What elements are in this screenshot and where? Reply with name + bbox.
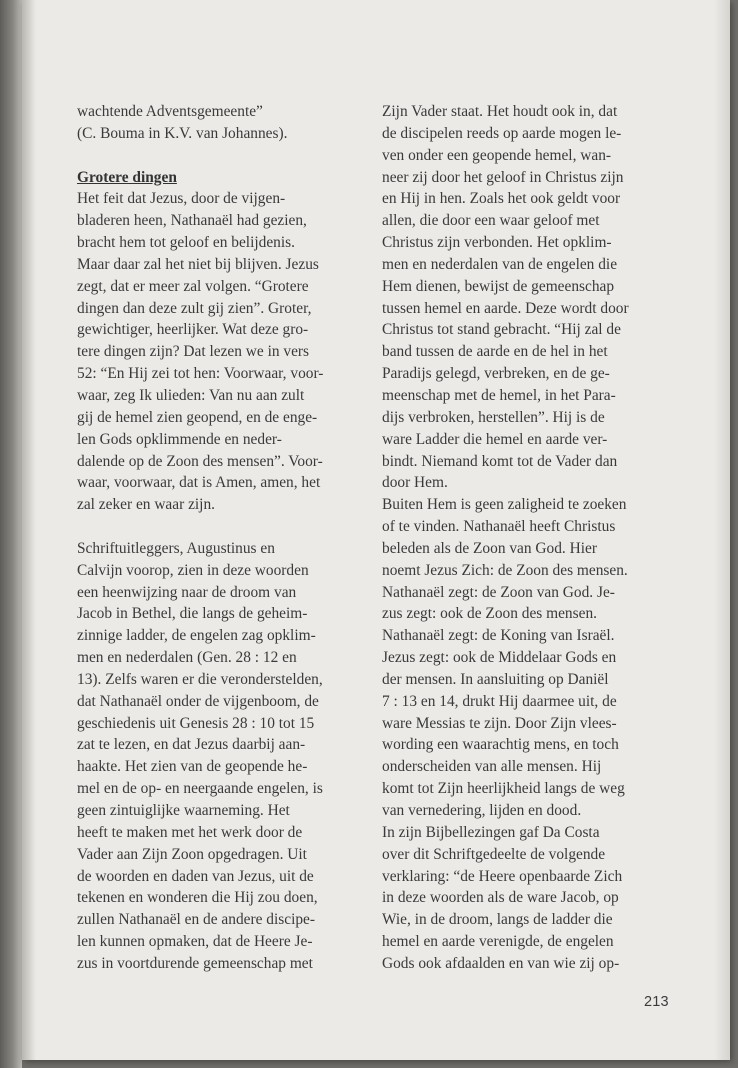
text-line: Het feit dat Jezus, door de vijgen-: [77, 190, 286, 208]
text-line: ware Messias te zijn. Door Zijn vlees-: [382, 714, 617, 732]
text-line: bracht hem tot geloof en belijdenis.: [77, 234, 295, 252]
text-line: allen, die door een waar geloof met: [382, 212, 600, 230]
text-line: Paradijs gelegd, verbreken, en de ge-: [382, 365, 610, 383]
text-line: en Hij in hen. Zoals het ook geldt voor: [382, 190, 621, 208]
text-line: zegt, dat er meer zal volgen. “Grotere: [77, 277, 309, 295]
text-line: ven onder een geopende hemel, wan-: [382, 146, 612, 164]
text-line: wording een waarachtig mens, en toch: [382, 736, 619, 754]
text-line: noemt Jezus Zich: de Zoon des mensen.: [382, 561, 628, 579]
text-line: Jacob in Bethel, die langs de geheim-: [77, 605, 308, 623]
text-line: Vader aan Zijn Zoon opgedragen. Uit: [77, 845, 307, 863]
text-line: band tussen de aarde en de hel in het: [382, 343, 608, 361]
text-line: tussen hemel en aarde. Deze wordt door: [382, 299, 629, 317]
text-line: onderscheiden van alle mensen. Hij: [382, 758, 602, 776]
text-line: zullen Nathanaël en de andere discipe-: [77, 911, 316, 929]
text-line: der mensen. In aansluiting op Daniël: [382, 670, 609, 688]
book-page: [22, 0, 730, 1060]
text-line: In zijn Bijbellezingen gaf Da Costa: [382, 823, 600, 841]
text-line: de discipelen reeds op aarde mogen le-: [382, 124, 622, 142]
text-line: 7 : 13 en 14, drukt Hij daarmee uit, de: [382, 692, 617, 710]
text-line: Christus zijn verbonden. Het opklim-: [382, 234, 612, 252]
text-line: wachtende Adventsgemeente”: [77, 103, 263, 120]
text-line: verklaring: “de Heere openbaarde Zich: [382, 867, 623, 885]
text-line: Zijn Vader staat. Het houdt ook in, dat: [382, 103, 618, 120]
text-line: een heenwijzing naar de droom van: [77, 583, 297, 601]
text-line: zinnige ladder, de engelen zag opklim-: [77, 627, 316, 645]
text-line: bladeren heen, Nathanaël had gezien,: [77, 212, 307, 230]
text-line: 52: “En Hij zei tot hen: Voorwaar, voor-: [77, 365, 324, 383]
section-heading: Grotere dingen: [77, 168, 177, 186]
book-gutter: [0, 0, 22, 1068]
text-line: door Hem.: [382, 474, 448, 492]
paragraph: [77, 538, 377, 975]
text-line: beleden als de Zoon van God. Hier: [382, 539, 597, 557]
text-line: zus in voortdurende gemeenschap met: [77, 954, 313, 972]
text-line: Maar daar zal het niet bij blijven. Jezus: [77, 255, 319, 273]
text-line: 13). Zelfs waren er die veronderstelden,: [77, 670, 323, 688]
right-column: [382, 101, 682, 975]
text-line: haakte. Het zien van de geopende he-: [77, 758, 308, 776]
text-line: de woorden en daden van Jezus, uit de: [77, 867, 314, 885]
text-line: bindt. Niemand komt tot de Vader dan: [382, 452, 618, 470]
text-line: mel en de op- en neergaande engelen, is: [77, 780, 323, 798]
text-line: men en nederdalen (Gen. 28 : 12 en: [77, 649, 297, 667]
paragraph: [77, 188, 377, 516]
left-column: [77, 101, 377, 975]
paragraph-gap: [77, 145, 377, 167]
text-line: over dit Schriftgedeelte de volgende: [382, 845, 606, 863]
text-line: heeft te maken met het werk door de: [77, 823, 303, 841]
text-line: Christus tot stand gebracht. “Hij zal de: [382, 321, 621, 339]
text-line: meenschap met de hemel, in het Para-: [382, 386, 616, 404]
text-line: dingen dan deze zult gij zien”. Groter,: [77, 299, 312, 317]
text-line: Nathanaël zegt: de Koning van Israël.: [382, 627, 615, 645]
text-line: gij de hemel zien geopend, en de enge-: [77, 408, 318, 426]
text-line: Buiten Hem is geen zaligheid te zoeken: [382, 496, 627, 514]
text-line: zal zeker en waar zijn.: [77, 496, 215, 514]
text-line: in deze woorden als de ware Jacob, op: [382, 889, 619, 907]
text-line: Hem dienen, bewijst de gemeenschap: [382, 277, 615, 295]
text-line: len kunnen opmaken, dat de Heere Je-: [77, 933, 313, 951]
text-line: tekenen en wonderen die Hij zou doen,: [77, 889, 318, 907]
text-line: waar, zeg Ik ulieden: Van nu aan zult: [77, 386, 305, 404]
text-line: Nathanaël zegt: de Zoon van God. Je-: [382, 583, 615, 601]
text-line: komt tot Zijn heerlijkheid langs de weg: [382, 780, 625, 798]
text-line: len Gods opklimmende en neder-: [77, 430, 282, 448]
text-line: Wie, in de droom, langs de ladder die: [382, 911, 613, 929]
text-line: van vernedering, lijden en dood.: [382, 802, 582, 819]
text-line: gewichtiger, heerlijker. Wat deze gro-: [77, 321, 309, 339]
text-line: Jezus zegt: ook de Middelaar Gods en: [382, 649, 617, 667]
text-line: men en nederdalen van de engelen die: [382, 255, 618, 273]
text-line: dijs verbroken, herstellen”. Hij is de: [382, 408, 605, 426]
text-line: Schriftuitleggers, Augustinus en: [77, 539, 275, 557]
text-line: waar, voorwaar, dat is Amen, amen, het: [77, 474, 321, 492]
text-line: (C. Bouma in K.V. van Johannes).: [77, 124, 288, 142]
text-line: zus zegt: ook de Zoon des mensen.: [382, 605, 597, 623]
text-line: neer zij door het geloof in Christus zijn: [382, 168, 624, 186]
text-line: Gods ook afdaalden en van wie zij op-: [382, 954, 620, 972]
text-line: tere dingen zijn? Dat lezen we in vers: [77, 343, 310, 361]
text-line: zat te lezen, en dat Jezus daarbij aan-: [77, 736, 306, 754]
text-line: dalende op de Zoon des mensen”. Voor-: [77, 452, 323, 470]
text-line: of te vinden. Nathanaël heeft Christus: [382, 518, 616, 536]
text-line: geschiedenis uit Genesis 28 : 10 tot 15: [77, 714, 315, 732]
text-line: geen zintuiglijke waarneming. Het: [77, 802, 290, 819]
page-number: 213: [644, 994, 669, 1010]
text-line: ware Ladder die hemel en aarde ver-: [382, 430, 608, 448]
text-line: dat Nathanaël onder de vijgenboom, de: [77, 692, 319, 710]
paragraph-gap: [77, 516, 377, 538]
text-line: hemel en aarde verenigde, de engelen: [382, 933, 614, 951]
text-line: Calvijn voorop, zien in deze woorden: [77, 561, 309, 579]
